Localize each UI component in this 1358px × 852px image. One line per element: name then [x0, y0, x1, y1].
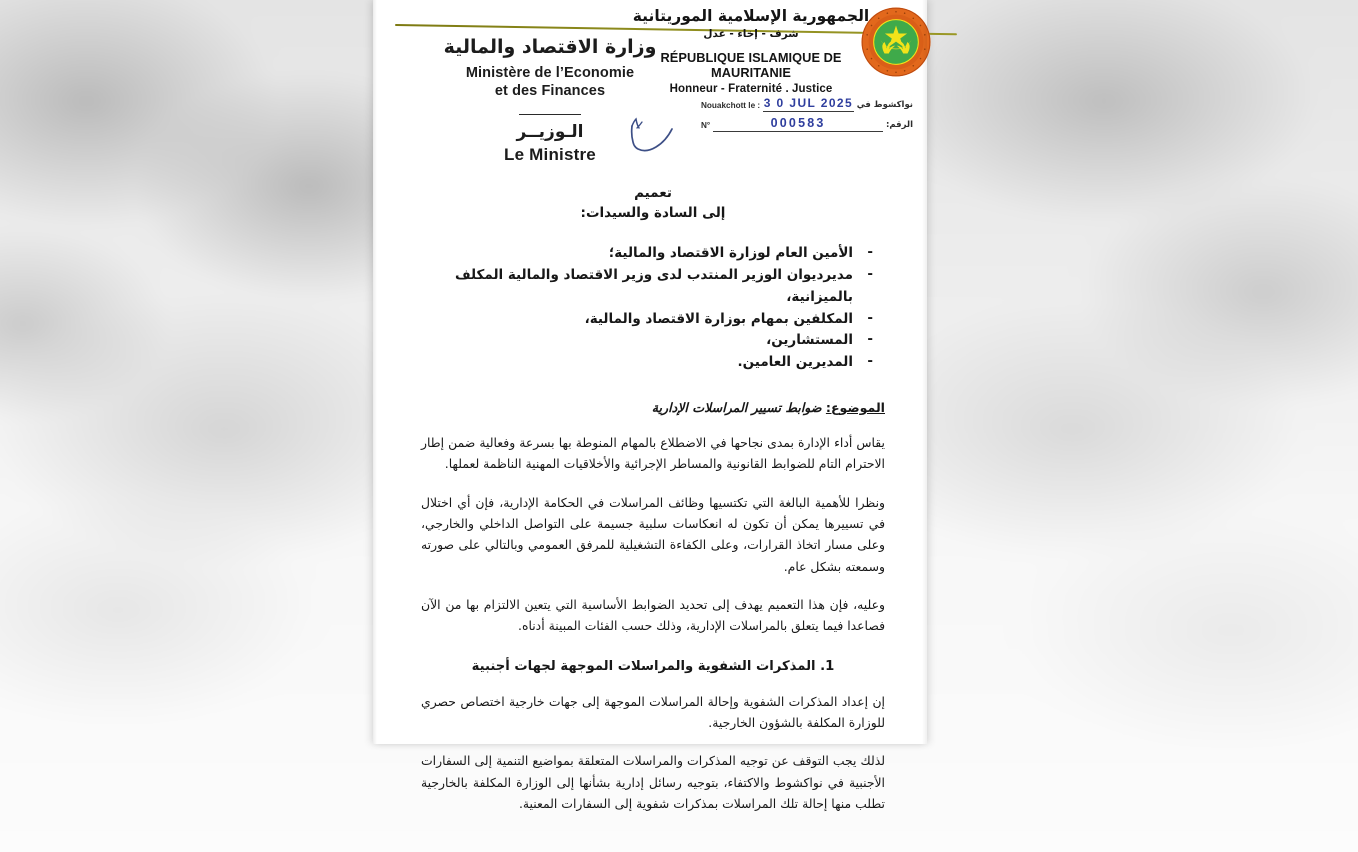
- stamp-number-label-french: N°: [701, 121, 711, 130]
- list-item: - الأمين العام لوزارة الاقتصاد والمالية؛: [421, 243, 875, 265]
- section-paragraph: إن إعداد المذكرات الشفوية وإحالة المراسلات الموجهة إلى جهات خارجية اختصاص حصري للوزارة المكلفة بالشؤون الخارجية.: [421, 693, 885, 731]
- stamp-number-value: 000583: [770, 116, 826, 130]
- republic-motto-french: Honneur - Fraternité . Justice: [669, 82, 833, 95]
- minister-separator-line: [519, 114, 581, 116]
- subject-line: [421, 400, 885, 415]
- section-paragraph: لذلك يجب التوقف عن توجيه المذكرات والمراسلات المتعلقة بمواضيع التنمية إلى السفارات الأجنبية في نواكشوط والاكتفاء، بتوجيه رسائل إدارية بشأنها إلى الوزارة المكلفة بالخارجية تطلب منها إحالة تلك المراسلات بمذكرات شفوية إلى السفارات المعنية.: [421, 753, 885, 812]
- body-paragraph: ونظرا للأهمية البالغة التي تكتسيها وظائف المراسلات في الحكامة الإدارية، فإن أي اختلال في تسييرها يمكن أن تكون له انعكاسات سلبية جسيمة على التواصل الداخلي والخارجي، وعلى مسار اتخاذ القرارات، وعلى الكفاءة التشغيلية للمرفق العمومي وبالتالي على صورته وسمعته بشكل عام.: [421, 494, 885, 574]
- minister-title-french: Le Ministre: [504, 145, 596, 165]
- stamp-number-label-arabic: الرقم:: [885, 120, 913, 130]
- section-title: المذكرات الشفوية والمراسلات الموجهة لجهات أجنبية: [471, 658, 816, 674]
- ministry-name-arabic: وزارة الاقتصاد والمالية: [443, 36, 657, 58]
- stamp-number-row: [701, 112, 913, 132]
- addressed-to-line: إلى السادة والسيدات:: [580, 205, 726, 221]
- list-item: - مديرديوان الوزير المنتدب لدى وزير الاقتصاد والمالية المكلف بالميزانية،: [421, 265, 875, 309]
- stamp-date-row: [701, 92, 913, 112]
- body-paragraph: وعليه، فإن هذا التعميم يهدف إلى تحديد الضوابط الأساسية التي يتعين الالتزام بها من الآن فصاعدا فيما يتعلق بالمراسلات الإدارية، وذلك حسب الفئات المبينة أدناه.: [421, 597, 885, 634]
- republic-name-french: RÉPUBLIQUE ISLAMIQUE DE MAURITANIE: [660, 50, 842, 81]
- handwritten-signature: [618, 116, 688, 164]
- coat-of-arms-icon: [860, 6, 932, 78]
- list-item: - المستشارين،: [421, 330, 875, 352]
- list-item: - المديرين العامين.: [421, 352, 875, 374]
- republic-name-arabic: الجمهورية الإسلامية الموريتانية: [632, 7, 870, 25]
- stamp-date-value: 3 0 JUL 2025: [763, 96, 854, 110]
- stamp-place-label-french: Nouakchott le :: [701, 101, 761, 110]
- republic-motto-arabic: شرف - إخاء - عدل: [703, 28, 799, 41]
- minister-title-arabic: الـوزيــر: [516, 122, 584, 143]
- subject-label: الموضوع:: [825, 400, 885, 416]
- ministry-name-french-line2: et des Finances: [494, 83, 606, 100]
- section-number: 1.: [820, 658, 835, 674]
- document-body: [421, 185, 885, 827]
- republic-identity-block: [631, 6, 871, 95]
- section-heading: [421, 659, 885, 674]
- recipient-list: [421, 243, 885, 374]
- subject-text: ضوابط تسيير المراسلات الإدارية: [651, 400, 822, 416]
- stamp-date-line: [763, 96, 854, 112]
- stamp-number-line: [713, 116, 883, 132]
- stamp-place-label-arabic: نواكشوط في: [856, 100, 913, 110]
- scanned-document-page: [373, 0, 927, 812]
- ministry-name-french-line1: Ministère de l’Economie: [465, 64, 635, 81]
- list-item: - المكلفين بمهام بوزارة الاقتصاد والمالية،: [421, 309, 875, 331]
- body-paragraph: يقاس أداء الإدارة بمدى نجاحها في الاضطلاع بالمهام المنوطة بها بسرعة وفعالية ضمن إطار الاحترام التام للضوابط القانونية والمساطر الإجرائية والأخلاقيات المهنية الناظمة لعملها.: [421, 435, 885, 472]
- date-and-number-stamp: [701, 92, 913, 132]
- circular-title: تعميم: [634, 185, 672, 201]
